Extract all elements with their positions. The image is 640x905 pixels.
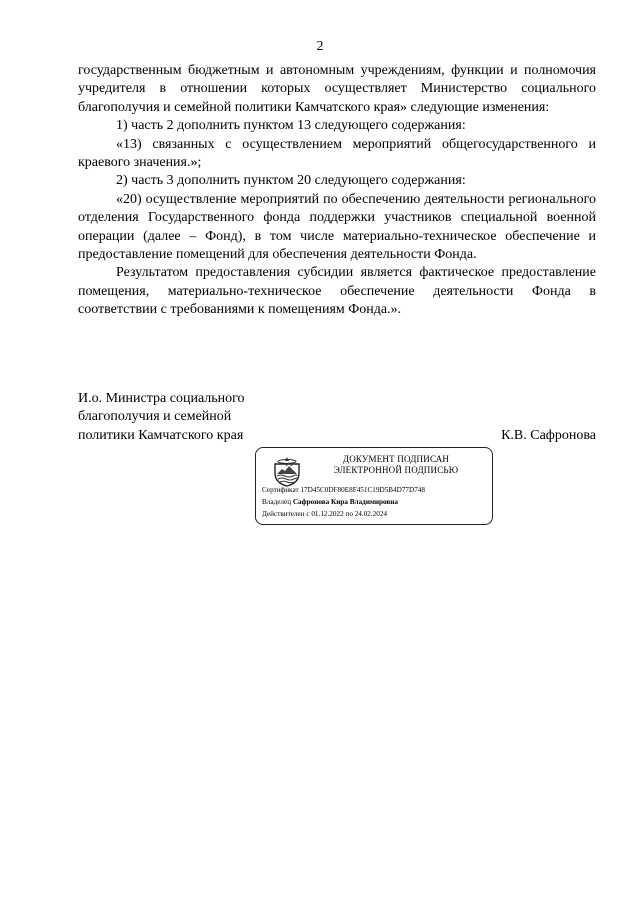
kamchatka-coat-of-arms-icon: [269, 455, 305, 487]
stamp-certificate-label: Сертификат: [262, 486, 299, 494]
signature-block: [78, 390, 596, 445]
stamp-owner-label: Владелец: [262, 498, 292, 506]
electronic-signature-stamp: [255, 447, 493, 525]
stamp-header-line: ДОКУМЕНТ ПОДПИСАН: [342, 454, 450, 464]
page-number: 2: [316, 39, 324, 54]
signatory-name: К.В. Сафронова: [501, 427, 596, 443]
paragraph-result: Результатом предоставления субсидии является фактическое предоставление помещения, материально-техническое обеспечение деятельности Фонда в соответствии с требованиями к помещениям Фонда.».: [78, 265, 596, 318]
paragraph-item-2: 2) часть 3 дополнить пунктом 20 следующего содержания:: [116, 173, 466, 189]
paragraph-continuation: государственным бюджетным и автономным учреждениям, функции и полномочия учредителя в отношении которых осуществляет Министерство социального благополучия и семейной политики Камчатского края» следующие изменения:: [78, 63, 596, 115]
signatory-title-line: политики Камчатского края: [78, 427, 244, 443]
paragraph-item-1: 1) часть 2 дополнить пунктом 13 следующего содержания:: [116, 118, 466, 134]
stamp-validity: Действителен с 01.12.2022 по 24.02.2024: [262, 510, 388, 518]
signatory-title-line: И.о. Министра социального: [78, 391, 245, 406]
stamp-owner: [262, 498, 398, 507]
signatory-title: [78, 390, 338, 445]
signatory-title-line: благополучия и семейной: [78, 409, 232, 425]
document-body: [78, 62, 596, 320]
stamp-certificate: [262, 486, 425, 495]
paragraph-item-13: «13) связанных с осуществлением мероприятий общегосударственного и краевого значения.»;: [78, 136, 596, 171]
stamp-certificate-value: 17D45C0DF80E8F451C19D5B4D77D748: [300, 486, 425, 494]
stamp-owner-value: Сафронова Кира Владимировна: [292, 498, 399, 506]
stamp-header-line: ЭЛЕКТРОННОЙ ПОДПИСЬЮ: [333, 465, 459, 475]
paragraph-item-20: «20) осуществление мероприятий по обеспечению деятельности регионального отделения Государственного фонда поддержки участников специальной военной операции (далее – Фонд), в том числе материально-техническое обеспечение и предоставление помещений для обеспечения деятельности Фонда.: [78, 191, 596, 263]
stamp-header: [308, 454, 484, 476]
